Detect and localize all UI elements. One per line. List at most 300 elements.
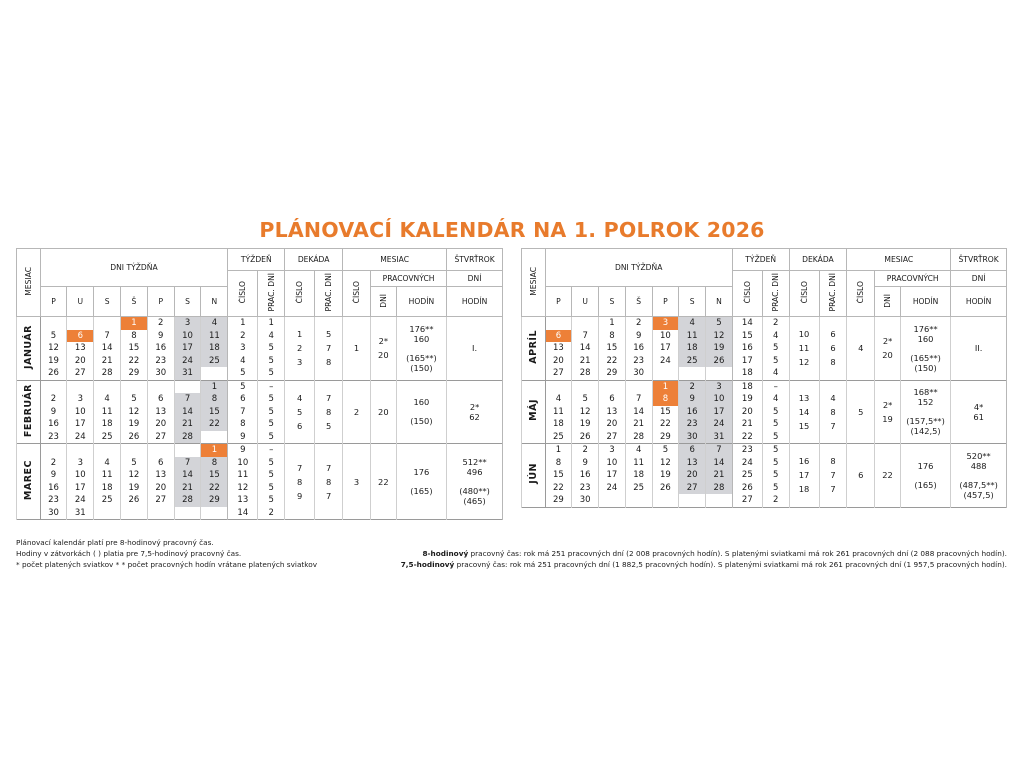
week-number: 1 xyxy=(228,317,258,330)
day-cell: 8 xyxy=(545,457,572,470)
month-hours: 168** 152 (157,5**) (142,5) xyxy=(900,380,950,444)
day-cell: 23 xyxy=(40,431,67,444)
day-cell: 5 xyxy=(572,393,599,406)
day-cell: 8 xyxy=(121,330,148,343)
day-cell: 6 xyxy=(67,330,94,343)
day-cell: 23 xyxy=(147,355,174,368)
day-cell: 6 xyxy=(147,457,174,470)
decade-numbers: 16 17 18 xyxy=(789,444,819,508)
week-number: 27 xyxy=(732,494,762,507)
day-cell: 27 xyxy=(679,482,706,495)
day-cell: 9 xyxy=(40,469,67,482)
weekday-header: P xyxy=(652,287,679,317)
week-number: 2 xyxy=(228,330,258,343)
day-cell: 19 xyxy=(706,342,733,355)
quarter-summary: 520** 488 (487,5**) (457,5) xyxy=(951,444,1007,508)
month-group-header: MESIAC xyxy=(847,249,951,271)
week-workdays: 5 xyxy=(258,393,285,406)
day-cell xyxy=(147,380,174,393)
day-cell: 4 xyxy=(94,393,121,406)
day-cell: 10 xyxy=(706,393,733,406)
day-cell xyxy=(545,380,572,393)
day-cell: 14 xyxy=(572,342,599,355)
day-cell: 25 xyxy=(94,431,121,444)
day-cell: 21 xyxy=(625,418,652,431)
week-number: 11 xyxy=(228,469,258,482)
decade-numbers: 4 5 6 xyxy=(285,380,315,444)
day-cell: 30 xyxy=(572,494,599,507)
day-cell: 6 xyxy=(545,330,572,343)
week-number: 22 xyxy=(732,431,762,444)
day-cell: 2 xyxy=(572,444,599,457)
week-number: 4 xyxy=(228,355,258,368)
month-hours: 176 (165) xyxy=(396,444,446,520)
day-cell: 3 xyxy=(67,393,94,406)
day-cell xyxy=(67,317,94,330)
day-cell: 1 xyxy=(201,380,228,393)
day-cell: 22 xyxy=(201,482,228,495)
week-workdays: 5 xyxy=(762,418,789,431)
month-workdays: 2* 20 xyxy=(370,317,396,381)
month-hours: 176** 160 (165**) (150) xyxy=(900,317,950,381)
day-cell: 16 xyxy=(40,482,67,495)
day-cell: 2 xyxy=(40,457,67,470)
day-cell: 28 xyxy=(706,482,733,495)
month-hours-header: HODÍN xyxy=(900,287,950,317)
day-cell: 29 xyxy=(545,494,572,507)
decade-header: DEKÁDA xyxy=(285,249,343,271)
week-number: 7 xyxy=(228,406,258,419)
day-cell: 1 xyxy=(545,444,572,457)
day-cell: 6 xyxy=(147,393,174,406)
decade-numbers: 1 2 3 xyxy=(285,317,315,381)
mesiac-header: MESIAC xyxy=(522,249,546,317)
day-cell: 8 xyxy=(201,457,228,470)
day-cell: 24 xyxy=(706,418,733,431)
day-cell: 13 xyxy=(147,469,174,482)
month-name: FEBRUÁR xyxy=(17,380,41,444)
day-cell: 7 xyxy=(706,444,733,457)
day-cell xyxy=(652,367,679,380)
day-cell xyxy=(40,380,67,393)
day-cell: 31 xyxy=(67,507,94,520)
day-cell: 18 xyxy=(94,418,121,431)
day-cell: 17 xyxy=(67,482,94,495)
day-cell: 17 xyxy=(706,406,733,419)
week-workdays-header: PRAC. DNÍ xyxy=(762,271,789,317)
day-cell: 11 xyxy=(94,469,121,482)
day-cell: 18 xyxy=(201,342,228,355)
day-cell xyxy=(40,444,67,457)
weekday-header: S xyxy=(679,287,706,317)
day-cell: 16 xyxy=(572,469,599,482)
day-cell xyxy=(174,380,201,393)
day-cell: 12 xyxy=(121,406,148,419)
month-name: MÁJ xyxy=(522,380,546,444)
calendar-table-right xyxy=(521,248,1007,508)
month-workdays: 2* 20 xyxy=(875,317,901,381)
day-cell: 23 xyxy=(40,494,67,507)
day-cell: 9 xyxy=(572,457,599,470)
day-cell: 10 xyxy=(67,469,94,482)
day-cell: 24 xyxy=(652,355,679,368)
week-number: 14 xyxy=(228,507,258,520)
day-cell: 29 xyxy=(652,431,679,444)
day-cell xyxy=(67,444,94,457)
day-cell: 13 xyxy=(599,406,626,419)
day-cell: 1 xyxy=(599,317,626,330)
day-cell xyxy=(201,431,228,444)
day-cell: 15 xyxy=(545,469,572,482)
day-cell: 15 xyxy=(599,342,626,355)
days-of-week-header: DNI TÝŽDŇA xyxy=(545,249,732,287)
month-workdays: 2* 19 xyxy=(875,380,901,444)
week-number: 19 xyxy=(732,393,762,406)
day-cell xyxy=(545,317,572,330)
day-cell: 29 xyxy=(201,494,228,507)
week-number-header: ČÍSLO xyxy=(228,271,258,317)
day-cell xyxy=(147,507,174,520)
month-hours: 176** 160 (165**) (150) xyxy=(396,317,446,381)
day-cell: 17 xyxy=(652,342,679,355)
day-cell: 15 xyxy=(201,406,228,419)
week-number: 10 xyxy=(228,457,258,470)
day-cell: 1 xyxy=(652,380,679,393)
week-workdays: 4 xyxy=(762,367,789,380)
month-name: JÚN xyxy=(522,444,546,508)
day-cell: 29 xyxy=(121,367,148,380)
working-header: PRACOVNÝCH xyxy=(875,271,951,287)
quarter-summary: 512** 496 (480**) (465) xyxy=(447,444,503,520)
day-cell: 25 xyxy=(679,355,706,368)
footnote-line: 7,5-hodinový pracovný čas: rok má 251 pracovných dní (1 882,5 pracovných hodín). S platenými sviatkami má rok 261 pracovných dní (1 957,5 pracovných hodín). xyxy=(400,560,1007,569)
day-cell: 6 xyxy=(679,444,706,457)
day-cell: 14 xyxy=(94,342,121,355)
day-cell: 30 xyxy=(625,367,652,380)
day-cell: 2 xyxy=(147,317,174,330)
day-cell xyxy=(94,317,121,330)
day-cell: 24 xyxy=(67,431,94,444)
day-cell: 25 xyxy=(545,431,572,444)
quarter-hours-header: HODÍN xyxy=(447,287,503,317)
day-cell: 11 xyxy=(625,457,652,470)
day-cell: 12 xyxy=(121,469,148,482)
day-cell xyxy=(201,367,228,380)
day-cell: 9 xyxy=(40,406,67,419)
week-workdays: 5 xyxy=(762,482,789,495)
week-workdays: – xyxy=(258,444,285,457)
day-cell: 21 xyxy=(174,418,201,431)
day-cell: 11 xyxy=(545,406,572,419)
page-title: PLÁNOVACÍ KALENDÁR NA 1. POLROK 2026 xyxy=(259,218,765,242)
day-cell: 18 xyxy=(625,469,652,482)
day-cell: 8 xyxy=(599,330,626,343)
day-cell xyxy=(121,444,148,457)
day-cell xyxy=(599,380,626,393)
day-cell: 27 xyxy=(545,367,572,380)
week-number: 3 xyxy=(228,342,258,355)
decade-workdays: 5 7 8 xyxy=(315,317,343,381)
day-cell: 11 xyxy=(679,330,706,343)
day-cell xyxy=(94,507,121,520)
day-cell: 3 xyxy=(706,380,733,393)
week-header: TÝŽDEŇ xyxy=(228,249,285,271)
week-row xyxy=(522,317,1007,330)
quarter-header: ŠTVRŤROK xyxy=(951,249,1007,271)
day-cell: 3 xyxy=(652,317,679,330)
day-cell: 15 xyxy=(652,406,679,419)
week-number-header: ČÍSLO xyxy=(732,271,762,317)
day-cell: 19 xyxy=(572,418,599,431)
month-workdays: 22 xyxy=(875,444,901,508)
day-cell: 20 xyxy=(599,418,626,431)
day-cell: 21 xyxy=(94,355,121,368)
day-cell: 26 xyxy=(121,494,148,507)
week-workdays: 1 xyxy=(258,317,285,330)
footnote-line: Plánovací kalendár platí pre 8-hodinový pracovný čas. xyxy=(16,538,214,547)
day-cell: 23 xyxy=(625,355,652,368)
day-cell: 27 xyxy=(67,367,94,380)
day-cell: 3 xyxy=(67,457,94,470)
decade-numbers: 7 8 9 xyxy=(285,444,315,520)
quarter-summary: II. xyxy=(951,317,1007,381)
day-cell xyxy=(40,317,67,330)
day-cell: 1 xyxy=(201,444,228,457)
day-cell: 15 xyxy=(121,342,148,355)
day-cell: 26 xyxy=(40,367,67,380)
day-cell: 15 xyxy=(201,469,228,482)
day-cell: 28 xyxy=(174,494,201,507)
day-cell: 26 xyxy=(572,431,599,444)
month-number-header: ČÍSLO xyxy=(847,271,875,317)
month-workdays: 20 xyxy=(370,380,396,444)
month-group-header: MESIAC xyxy=(343,249,447,271)
day-cell: 7 xyxy=(174,393,201,406)
week-number: 5 xyxy=(228,367,258,380)
decade-number-header: ČÍSLO xyxy=(285,271,315,317)
day-cell: 22 xyxy=(121,355,148,368)
week-workdays: 5 xyxy=(762,457,789,470)
month-number: 2 xyxy=(343,380,371,444)
day-cell: 16 xyxy=(679,406,706,419)
week-workdays: 2 xyxy=(762,494,789,507)
day-cell: 5 xyxy=(121,457,148,470)
decade-workdays: 8 7 7 xyxy=(819,444,847,508)
day-cell: 13 xyxy=(67,342,94,355)
month-workdays: 22 xyxy=(370,444,396,520)
day-cell: 9 xyxy=(147,330,174,343)
day-cell xyxy=(599,494,626,507)
day-cell xyxy=(706,367,733,380)
day-cell: 12 xyxy=(706,330,733,343)
day-cell: 20 xyxy=(679,469,706,482)
day-cell: 10 xyxy=(599,457,626,470)
footnote-line: Hodiny v zátvorkách ( ) platia pre 7,5-hodinový pracovný čas. xyxy=(16,549,242,558)
week-workdays: 5 xyxy=(258,457,285,470)
day-cell: 7 xyxy=(174,457,201,470)
day-cell: 12 xyxy=(652,457,679,470)
day-cell: 19 xyxy=(652,469,679,482)
month-hours: 160 (150) xyxy=(396,380,446,444)
week-workdays-header: PRAC. DNÍ xyxy=(258,271,285,317)
week-row xyxy=(17,380,503,393)
day-cell: 27 xyxy=(147,494,174,507)
week-row xyxy=(522,380,1007,393)
day-cell: 21 xyxy=(572,355,599,368)
quarter-hours-header: HODÍN xyxy=(951,287,1007,317)
day-cell xyxy=(706,494,733,507)
day-cell xyxy=(201,507,228,520)
quarter-summary: I. xyxy=(447,317,503,381)
day-cell: 16 xyxy=(147,342,174,355)
day-cell: 31 xyxy=(706,431,733,444)
day-cell: 22 xyxy=(545,482,572,495)
weekday-header: U xyxy=(572,287,599,317)
quarter-header: ŠTVRŤROK xyxy=(447,249,503,271)
decade-header: DEKÁDA xyxy=(789,249,847,271)
weekday-header: P xyxy=(40,287,67,317)
month-number: 6 xyxy=(847,444,875,508)
day-cell: 3 xyxy=(174,317,201,330)
day-cell: 30 xyxy=(40,507,67,520)
day-cell: 4 xyxy=(94,457,121,470)
day-cell: 30 xyxy=(147,367,174,380)
day-cell: 8 xyxy=(652,393,679,406)
decade-workdays-header: PRAC. DNÍ xyxy=(315,271,343,317)
day-cell: 25 xyxy=(625,482,652,495)
day-cell: 29 xyxy=(599,367,626,380)
footnote-line: 8-hodinový pracovný čas: rok má 251 pracovných dní (2 008 pracovných hodín). S platenými sviatkami má rok 261 pracovných dní (2 088 pracovných hodín). xyxy=(422,549,1007,558)
decade-number-header: ČÍSLO xyxy=(789,271,819,317)
week-number: 5 xyxy=(228,380,258,393)
month-name: APRÍL xyxy=(522,317,546,381)
day-cell: 16 xyxy=(625,342,652,355)
decade-numbers: 10 11 12 xyxy=(789,317,819,381)
weekday-header: S xyxy=(599,287,626,317)
day-cell: 22 xyxy=(599,355,626,368)
week-number: 20 xyxy=(732,406,762,419)
day-cell: 24 xyxy=(67,494,94,507)
day-cell: 27 xyxy=(147,431,174,444)
month-hours-header: HODÍN xyxy=(396,287,446,317)
day-cell: 4 xyxy=(545,393,572,406)
day-cell xyxy=(652,494,679,507)
week-row xyxy=(522,444,1007,457)
week-workdays: 2 xyxy=(258,507,285,520)
week-workdays: 5 xyxy=(762,342,789,355)
weekday-header: U xyxy=(67,287,94,317)
day-cell: 7 xyxy=(94,330,121,343)
decade-workdays-header: PRAC. DNÍ xyxy=(819,271,847,317)
day-cell: 18 xyxy=(545,418,572,431)
week-number: 14 xyxy=(732,317,762,330)
week-number: 21 xyxy=(732,418,762,431)
day-cell: 8 xyxy=(201,393,228,406)
decade-workdays: 4 8 7 xyxy=(819,380,847,444)
day-cell: 20 xyxy=(147,482,174,495)
day-cell xyxy=(94,444,121,457)
week-number: 12 xyxy=(228,482,258,495)
decade-numbers: 13 14 15 xyxy=(789,380,819,444)
month-hours: 176 (165) xyxy=(900,444,950,508)
day-cell: 14 xyxy=(706,457,733,470)
week-workdays: 5 xyxy=(258,418,285,431)
week-header: TÝŽDEŇ xyxy=(732,249,789,271)
day-cell: 9 xyxy=(625,330,652,343)
day-cell: 25 xyxy=(201,355,228,368)
weekday-header: P xyxy=(545,287,572,317)
month-days-header: DNÍ xyxy=(875,287,901,317)
mesiac-header: MESIAC xyxy=(17,249,41,317)
day-cell: 4 xyxy=(625,444,652,457)
week-number: 9 xyxy=(228,444,258,457)
day-cell: 26 xyxy=(706,355,733,368)
week-workdays: 4 xyxy=(258,330,285,343)
day-cell xyxy=(679,494,706,507)
day-cell xyxy=(625,494,652,507)
day-cell: 19 xyxy=(40,355,67,368)
day-cell xyxy=(67,380,94,393)
days-of-week-header: DNI TÝŽDŇA xyxy=(40,249,228,287)
day-cell: 7 xyxy=(625,393,652,406)
week-workdays: 5 xyxy=(258,406,285,419)
day-cell: 30 xyxy=(679,431,706,444)
week-workdays: 5 xyxy=(762,469,789,482)
day-cell: 22 xyxy=(652,418,679,431)
day-cell xyxy=(625,380,652,393)
day-cell: 10 xyxy=(67,406,94,419)
week-number: 26 xyxy=(732,482,762,495)
day-cell: 9 xyxy=(679,393,706,406)
weekday-header: S xyxy=(94,287,121,317)
weekday-header: P xyxy=(147,287,174,317)
day-cell: 11 xyxy=(94,406,121,419)
day-cell: 28 xyxy=(174,431,201,444)
week-row xyxy=(17,317,503,330)
day-cell: 5 xyxy=(706,317,733,330)
day-cell: 28 xyxy=(94,367,121,380)
week-workdays: 5 xyxy=(762,406,789,419)
week-number: 9 xyxy=(228,431,258,444)
day-cell xyxy=(572,317,599,330)
decade-workdays: 7 8 5 xyxy=(315,380,343,444)
day-cell: 5 xyxy=(652,444,679,457)
decade-workdays: 6 6 8 xyxy=(819,317,847,381)
day-cell: 20 xyxy=(545,355,572,368)
day-cell: 14 xyxy=(174,469,201,482)
week-number: 18 xyxy=(732,367,762,380)
day-cell: 16 xyxy=(40,418,67,431)
week-number: 16 xyxy=(732,342,762,355)
quarter-days-header: DNÍ xyxy=(951,271,1007,287)
day-cell: 26 xyxy=(121,431,148,444)
day-cell: 10 xyxy=(652,330,679,343)
day-cell: 14 xyxy=(174,406,201,419)
day-cell xyxy=(147,444,174,457)
week-workdays: 4 xyxy=(762,393,789,406)
week-workdays: 5 xyxy=(258,367,285,380)
day-cell: 4 xyxy=(201,317,228,330)
day-cell: 31 xyxy=(174,367,201,380)
week-workdays: 5 xyxy=(258,355,285,368)
working-header: PRACOVNÝCH xyxy=(370,271,446,287)
week-workdays: 4 xyxy=(762,330,789,343)
day-cell: 21 xyxy=(706,469,733,482)
day-cell xyxy=(121,507,148,520)
month-name: MAREC xyxy=(17,444,41,520)
day-cell: 11 xyxy=(201,330,228,343)
footnote-line: * počet platených sviatkov * * počet pracovných hodín vrátane platených sviatkov xyxy=(16,560,318,569)
